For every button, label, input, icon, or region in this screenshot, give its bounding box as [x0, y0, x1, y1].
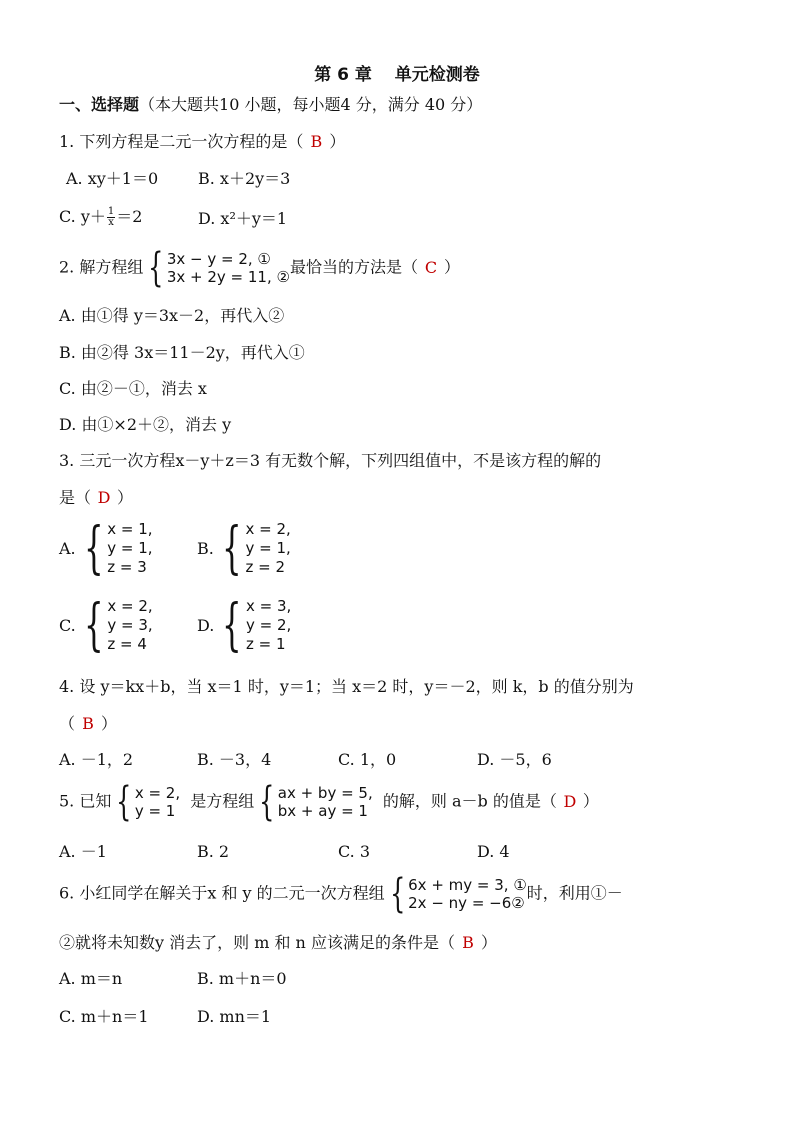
- section-note: （本大题共10 小题，每小题4 分，满分 40 分）: [139, 95, 483, 114]
- q4-option-a: A. －1，2: [59, 750, 134, 769]
- brace-icon: {: [221, 515, 242, 581]
- q3-a-row: z = 3: [107, 558, 147, 576]
- q1-option-c-pre: C. y＋: [59, 207, 106, 226]
- q3-b-row: y = 1,: [245, 539, 291, 557]
- q2-eq2: 3x + 2y = 11, ②: [166, 268, 290, 286]
- q6-option-d: D. mn＝1: [197, 1007, 272, 1026]
- q5-answer: D: [563, 791, 577, 811]
- brace-icon: {: [83, 515, 104, 581]
- q2-equation-system: [143, 245, 290, 291]
- q4-option-d: D. －5，6: [477, 750, 552, 769]
- q5-post: 的解，则 a－b 的值是（: [382, 791, 557, 811]
- q6-line2: ②就将未知数y 消去了，则 m 和 n 应该满足的条件是（: [59, 933, 455, 952]
- question-6: [59, 871, 623, 917]
- question-3-cont: [59, 487, 133, 509]
- question-5: [59, 779, 599, 825]
- section-heading: 一、选择题: [59, 95, 140, 114]
- q1-close: ）: [329, 132, 346, 151]
- q5-option-a: A. －1: [59, 842, 107, 861]
- q1-option-c-post: ＝2: [116, 207, 143, 226]
- page-title: 第 6 章 单元检测卷: [314, 65, 480, 85]
- q5-equation-system: [254, 779, 373, 825]
- section-heading-line: [59, 94, 482, 116]
- q5-s2-row: bx + ay = 1: [277, 802, 368, 820]
- q1-option-c: [59, 206, 142, 228]
- q1-c-numerator: 1: [107, 206, 115, 217]
- q6-option-b: B. m＋n＝0: [197, 969, 287, 988]
- q3-d-row: x = 3,: [245, 597, 292, 615]
- q3-option-d: [197, 592, 292, 658]
- q4-option-c: C. 1，0: [338, 750, 397, 769]
- q2-close: ）: [443, 257, 460, 277]
- q3-close: ）: [117, 488, 134, 507]
- q6-eq1: 6x + my = 3, ①: [408, 876, 527, 894]
- q2-option-d: D. 由①×2＋②，消去 y: [59, 415, 232, 434]
- brace-icon: {: [83, 592, 104, 658]
- q3-option-c: [59, 592, 153, 658]
- q6-close: ）: [480, 933, 497, 952]
- question-1: [59, 131, 345, 153]
- q3-option-a: [59, 515, 153, 581]
- q4-answer: B: [82, 714, 94, 733]
- q3-d-row: y = 2,: [245, 616, 292, 634]
- q1-option-a: A. xy＋1＝0: [66, 169, 159, 188]
- q1-option-c-fraction: [107, 207, 115, 228]
- q3-c-row: x = 2,: [107, 597, 153, 615]
- q5-s1-row: x = 2,: [134, 784, 181, 802]
- q5-s2-row: ax + by = 5,: [277, 784, 373, 802]
- q6-option-a: A. m＝n: [59, 969, 123, 988]
- q3-option-b: [197, 515, 291, 581]
- q4-option-b: B. －3，4: [197, 750, 272, 769]
- q3-stem2: 是（: [59, 488, 92, 507]
- q6-post: 时，利用①－: [526, 883, 623, 903]
- q2-option-a: A. 由①得 y＝3x－2，再代入②: [59, 306, 285, 325]
- question-3: 3. 三元一次方程x－y＋z＝3 有无数个解，下列四组值中，不是该方程的解的: [59, 451, 602, 470]
- q6-prefix: 6. 小红同学在解关于x 和 y 的二元一次方程组: [59, 883, 385, 903]
- q3-d-row: z = 1: [245, 635, 286, 653]
- q2-equations: [167, 250, 290, 286]
- q2-option-c: C. 由②－①，消去 x: [59, 379, 207, 398]
- q3-b-label: B.: [197, 538, 214, 558]
- question-4: 4. 设 y＝kx＋b，当 x＝1 时，y＝1；当 x＝2 时，y＝－2，则 k，b 的值分别为: [59, 677, 634, 696]
- question-2: [59, 245, 460, 291]
- question-4-cont: [59, 713, 117, 735]
- q5-prefix: 5. 已知: [59, 791, 112, 811]
- q5-close: ）: [582, 791, 599, 811]
- q2-post: 最恰当的方法是（: [289, 257, 418, 277]
- brace-icon: {: [259, 779, 275, 825]
- q6-option-c: C. m＋n＝1: [59, 1007, 149, 1026]
- q2-option-b: B. 由②得 3x＝11－2y，再代入①: [59, 343, 305, 362]
- q5-s1-row: y = 1: [134, 802, 176, 820]
- q5-solution-system: [111, 779, 181, 825]
- q5-mid: 是方程组: [190, 791, 255, 811]
- q3-a-row: y = 1,: [107, 539, 153, 557]
- q5-option-d: D. 4: [477, 842, 510, 861]
- q3-b-row: x = 2,: [245, 520, 291, 538]
- q3-d-label: D.: [197, 615, 215, 635]
- brace-icon: {: [389, 871, 406, 917]
- brace-icon: {: [222, 592, 242, 658]
- q3-c-row: y = 3,: [107, 616, 153, 634]
- q1-answer: B: [310, 132, 323, 151]
- q4-close: ）: [101, 714, 118, 733]
- q5-option-c: C. 3: [338, 842, 371, 861]
- q5-option-b: B. 2: [197, 842, 230, 861]
- q2-answer: C: [424, 257, 438, 277]
- q3-c-row: z = 4: [107, 635, 147, 653]
- q1-c-denominator: x: [108, 217, 114, 228]
- q4-open: （: [59, 714, 76, 733]
- q6-answer: B: [462, 933, 474, 952]
- q3-c-label: C.: [59, 615, 76, 635]
- q6-equation-system: [385, 871, 527, 917]
- q1-option-d: D. x²＋y＝1: [198, 209, 288, 228]
- q3-answer: D: [97, 488, 111, 507]
- q2-eq1: 3x − y = 2, ①: [166, 250, 271, 268]
- brace-icon: {: [116, 779, 132, 825]
- q1-option-b: B. x＋2y＝3: [198, 169, 291, 188]
- q2-prefix: 2. 解方程组: [59, 257, 144, 277]
- q3-a-row: x = 1,: [107, 520, 153, 538]
- brace-icon: {: [148, 245, 164, 291]
- q6-eq2: 2x − ny = −6②: [408, 894, 525, 912]
- q1-stem: 1. 下列方程是二元一次方程的是（: [59, 132, 304, 151]
- question-6-cont: [59, 932, 497, 954]
- q3-a-label: A.: [59, 538, 76, 558]
- q3-b-row: z = 2: [245, 558, 286, 576]
